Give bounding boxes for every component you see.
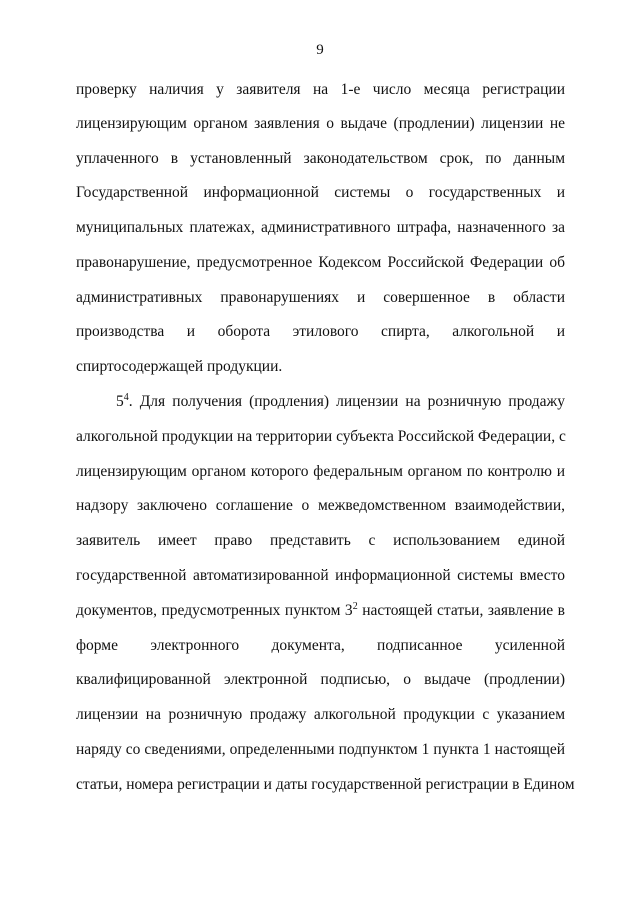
text-line: лицензирующим органом которого федеральным органом по контролю и: [76, 463, 565, 480]
text-line: надзору заключено соглашение о межведомственном взаимодействии,: [76, 497, 565, 514]
text-line: уплаченного в установленный законодательством срок, по данным: [76, 150, 565, 167]
text-line: муниципальных платежах, административного штрафа, назначенного за: [76, 219, 565, 236]
text-segment: . Для получения (продления) лицензии на розничную продажу: [128, 393, 565, 410]
text-segment: настоящей статьи, заявление в: [357, 602, 565, 619]
text-line: спиртосодержащей продукции.: [76, 358, 283, 375]
text-line: лицензирующим органом заявления о выдаче (продлении) лицензии не: [76, 115, 565, 132]
text-line: проверку наличия у заявителя на 1-е число месяца регистрации: [76, 81, 565, 98]
paragraph-number-superscript: 4: [123, 391, 129, 403]
text-line: административных правонарушениях и совершенное в области: [76, 289, 565, 306]
paragraph-first-line: [116, 392, 565, 412]
text-line: наряду со сведениями, определенными подпунктом 1 пункта 1 настоящей: [76, 741, 565, 758]
text-line: статьи, номера регистрации и даты государственной регистрации в Едином: [76, 776, 575, 793]
text-line: государственной автоматизированной информационной системы вместо: [76, 567, 565, 584]
text-line: алкогольной продукции на территории субъекта Российской Федерации, с: [76, 428, 566, 445]
text-line: Государственной информационной системы о государственных и: [76, 184, 565, 201]
paragraph-number: 5: [116, 393, 124, 410]
page-number: 9: [316, 42, 324, 58]
text-line: производства и оборота этилового спирта, алкогольной и: [76, 323, 565, 340]
reference-superscript: 2: [352, 600, 358, 612]
text-segment: документов, предусмотренных пунктом 3: [76, 602, 353, 619]
text-line: лицензии на розничную продажу алкогольной продукции с указанием: [76, 706, 565, 723]
text-line: правонарушение, предусмотренное Кодексом Российской Федерации об: [76, 254, 565, 271]
text-line: квалифицированной электронной подписью, о выдаче (продлении): [76, 671, 565, 688]
text-line-with-reference: [76, 601, 565, 621]
text-line: заявитель имеет право представить с использованием единой: [76, 532, 565, 549]
text-line: форме электронного документа, подписанное усиленной: [76, 637, 565, 654]
